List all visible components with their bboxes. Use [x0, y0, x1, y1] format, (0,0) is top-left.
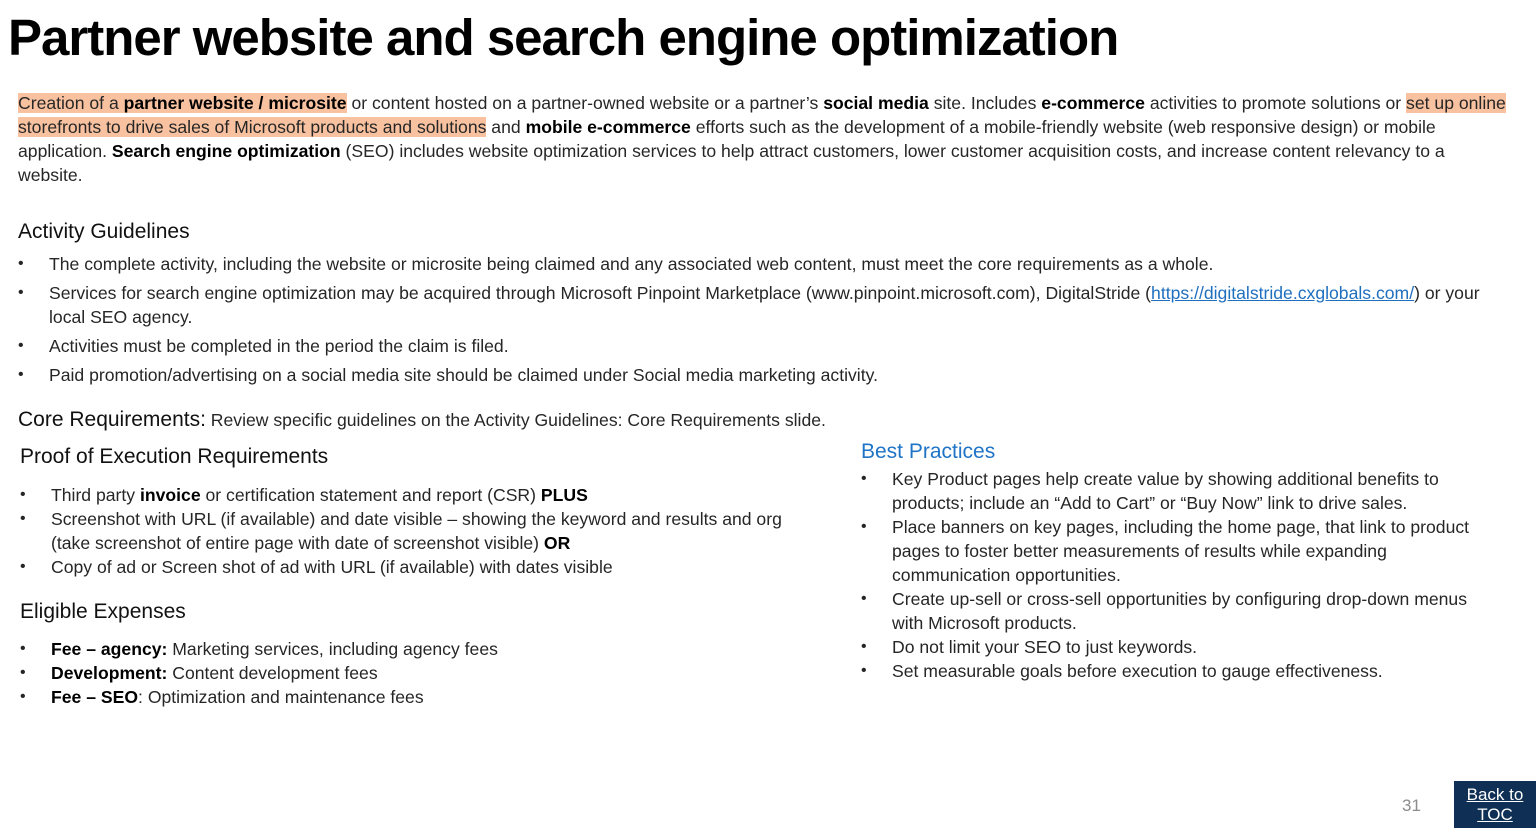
- proof-of-execution-list: [20, 483, 810, 579]
- back-to-toc-button[interactable]: [1454, 781, 1536, 828]
- core-requirements-label: Core Requirements:: [18, 408, 206, 431]
- page-number: 31: [1402, 796, 1421, 815]
- list-item: • Services for search engine optimization may be acquired through Microsoft Pinpoint Marketplace (www.pinpoint.microsoft.com), DigitalStride (https://digitalstride.cxglobals.com/) or your local SEO agency.: [18, 281, 1488, 329]
- list-item: • Development: Content development fees: [20, 661, 810, 685]
- proof-of-execution-heading: Proof of Execution Requirements: [20, 445, 329, 468]
- list-item: • Do not limit your SEO to just keywords.: [861, 635, 1486, 659]
- activity-guidelines-heading: Activity Guidelines: [18, 220, 190, 243]
- core-requirements: Core Requirements: Review specific guidelines on the Activity Guidelines: Core Requirements slide.: [18, 408, 826, 431]
- activity-guidelines-list: [18, 252, 1488, 392]
- eligible-expenses-list: [20, 637, 810, 709]
- back-to-toc-line2: TOC: [1477, 804, 1513, 824]
- digitalstride-link[interactable]: https://digitalstride.cxglobals.com/: [1151, 283, 1415, 303]
- list-item: • Activities must be completed in the period the claim is filed.: [18, 334, 1488, 358]
- list-item: • Paid promotion/advertising on a social media site should be claimed under Social media marketing activity.: [18, 363, 1488, 387]
- best-practices-heading: Best Practices: [861, 440, 996, 463]
- highlight-partner-website: Creation of a partner website / microsite: [18, 93, 347, 113]
- list-item: • Third party invoice or certification statement and report (CSR) PLUS: [20, 483, 810, 507]
- list-item: • Set measurable goals before execution to gauge effectiveness.: [861, 659, 1486, 683]
- highlight-storefronts: set up online storefronts to drive sales of Microsoft products and solutions: [18, 93, 1506, 137]
- list-item: • Screenshot with URL (if available) and date visible – showing the keyword and results and org (take screenshot of entire page with date of screenshot visible) OR: [20, 507, 810, 555]
- back-to-toc-line1: Back to: [1466, 784, 1524, 804]
- list-item: • Create up-sell or cross-sell opportunities by configuring drop-down menus with Microsoft products.: [861, 587, 1486, 635]
- list-item: • Fee – agency: Marketing services, including agency fees: [20, 637, 810, 661]
- list-item: • Fee – SEO: Optimization and maintenance fees: [20, 685, 810, 709]
- eligible-expenses-heading: Eligible Expenses: [20, 600, 186, 623]
- list-item: • Key Product pages help create value by showing additional benefits to products; include an “Add to Cart” or “Buy Now” link to drive sales.: [861, 467, 1486, 515]
- list-item: • Place banners on key pages, including the home page, that link to product pages to foster better measurements of results while expanding communication opportunities.: [861, 515, 1486, 587]
- intro-paragraph: Creation of a partner website / microsite or content hosted on a partner-owned website or a partner’s social media site. Includes e-commerce activities to promote solutions or set up online storefronts to drive sales of Microsoft products and solutions and mobile e-commerce efforts such as the development of a mobile-friendly website (web responsive design) or mobile application. Search engine optimization (SEO) includes website optimization services to help attract customers, lower customer acquisition costs, and increase content relevancy to a website.: [18, 93, 1506, 185]
- best-practices-list: [861, 467, 1486, 683]
- page-title: Partner website and search engine optimization: [8, 9, 1119, 66]
- list-item: • Copy of ad or Screen shot of ad with URL (if available) with dates visible: [20, 555, 810, 579]
- list-item: • The complete activity, including the website or microsite being claimed and any associated web content, must meet the core requirements as a whole.: [18, 252, 1488, 276]
